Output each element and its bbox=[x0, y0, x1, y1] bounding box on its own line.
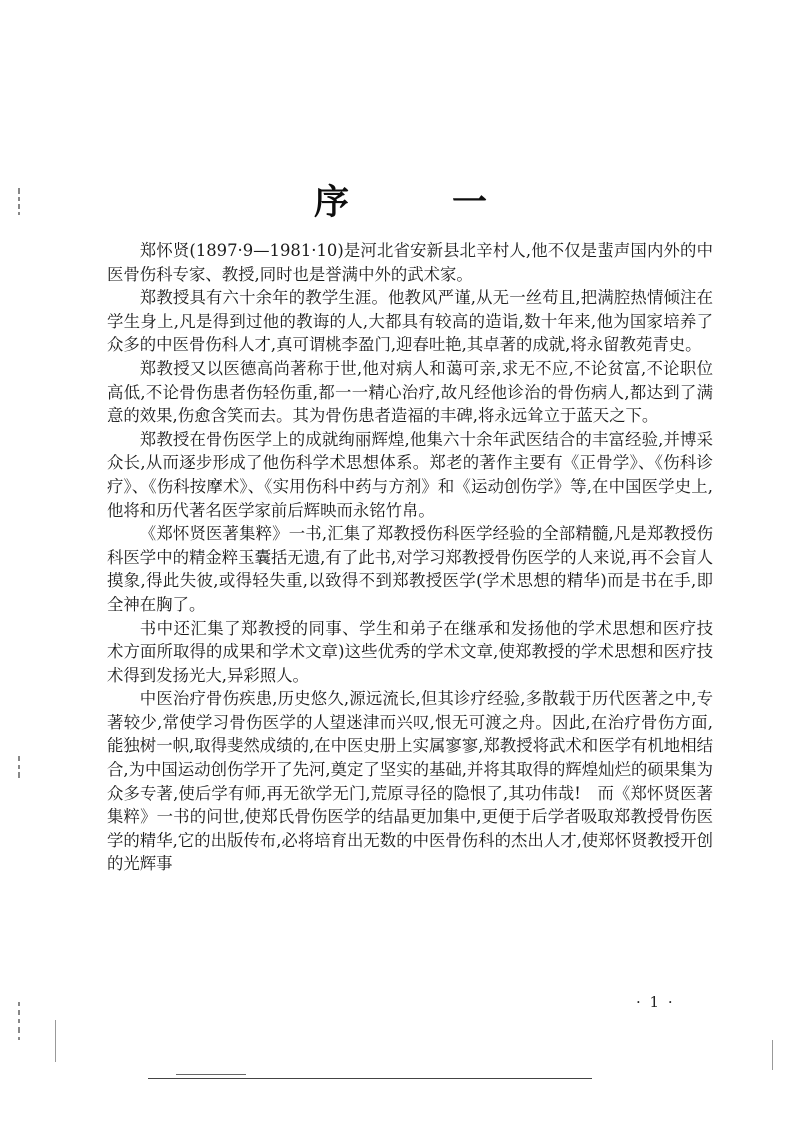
bottom-rule-short bbox=[176, 1074, 246, 1075]
edge-mark-left bbox=[55, 1020, 56, 1062]
paragraph-7: 中医治疗骨伤疾患,历史悠久,源远流长,但其诊疗经验,多散载于历代医著之中,专著较少,常使学习骨伤医学的人望迷津而兴叹,恨无可渡之舟。因此,在治疗骨伤方面,能独树一帜,取得斐然成绩的,在中医史册上实属寥寥,郑教授将武术和医学有机地相结合,为中国运动创伤学开了先河,奠定了坚实的基础,并将其取得的辉煌灿烂的硕果集为众多专著,使后学有师,再无欲学无门,荒原寻径的隐恨了,其功伟哉! 而《郑怀贤医著集粹》一书的问世,使郑氏骨伤医学的结晶更加集中,更便于后学者吸取郑教授骨伤医学的精华,它的出版传布,必将培育出无数的中医骨伤科的杰出人才,使郑怀贤教授开创的光辉事 bbox=[107, 689, 713, 874]
edge-mark-right bbox=[772, 1040, 773, 1070]
page-title: 序 一 bbox=[313, 182, 521, 224]
paragraph-6: 书中还汇集了郑教授的同事、学生和弟子在继承和发扬他的学术思想和医疗技术方面所取得的成果和学术文章)这些优秀的学术文章,使郑教授的学术思想和医疗技术得到发扬光大,异彩照人。 bbox=[107, 618, 713, 685]
paragraph-3: 郑教授又以医德高尚著称于世,他对病人和蔼可亲,求无不应,不论贫富,不论职位高低,不论骨伤患者伤轻伤重,都一一精心治疗,故凡经他诊治的骨伤病人,都达到了满意的效果,伤愈含笑而去。其为骨伤患者造福的丰碑,将永远耸立于蓝天之下。 bbox=[107, 358, 713, 426]
paragraph-1: 郑怀贤(1897·9—1981·10)是河北省安新县北辛村人,他不仅是蜚声国内外的中医骨伤科专家、教授,同时也是誉满中外的武术家。 bbox=[107, 241, 713, 284]
page-number: · 1 · bbox=[636, 993, 675, 1011]
binding-marks-bottom bbox=[14, 1002, 24, 1040]
document-body bbox=[107, 239, 713, 876]
paragraph-4: 郑教授在骨伤医学上的成就绚丽辉煌,他集六十余年武医结合的丰富经验,并博采众长,从而逐步形成了他伤科学术思想体系。郑老的著作主要有《正骨学》、《伤科诊疗》、《伤科按摩术》、《实用伤科中药与方剂》和《运动创伤学》等,在中国医学史上,他将和历代著名医学家前后辉映而永铭竹帛。 bbox=[107, 429, 713, 520]
paragraph-5: 《郑怀贤医著集粹》一书,汇集了郑教授伤科医学经验的全部精髓,凡是郑教授伤科医学中的精金粹玉囊括无遗,有了此书,对学习郑教授骨伤医学的人来说,再不会盲人摸象,得此失彼,或得轻失重,以致得不到郑教授医学(学术思想的精华)而是书在手,即全神在胸了。 bbox=[107, 524, 713, 614]
paragraph-2: 郑教授具有六十余年的教学生涯。他教风严谨,从无一丝苟且,把满腔热情倾注在学生身上,凡是得到过他的教诲的人,大都具有较高的造诣,数十年来,他为国家培养了众多的中医骨伤科人才,真可谓桃李盈门,迎春吐艳,其卓著的成就,将永留教苑青史。 bbox=[107, 288, 713, 355]
binding-marks-middle bbox=[14, 756, 24, 778]
bottom-rule bbox=[148, 1078, 592, 1079]
